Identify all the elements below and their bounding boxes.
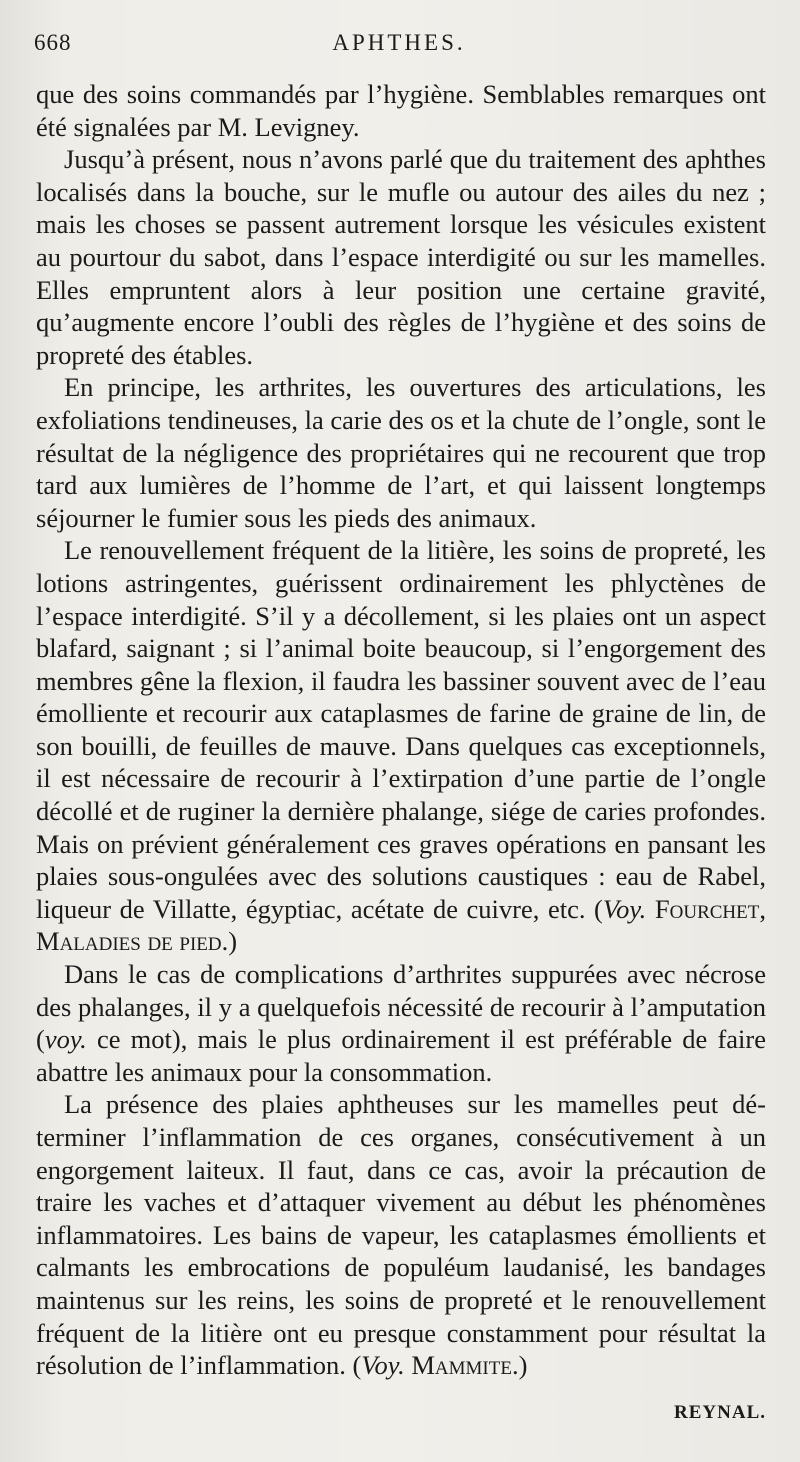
paragraph-text: que des soins commandés par l’hygiène. Semblables remarques ont été signalées par M. Levigney. <box>36 79 766 142</box>
paragraph <box>36 534 766 958</box>
cross-reference-abbrev: voy. <box>44 1024 87 1055</box>
cross-reference-abbrev: Voy. <box>602 893 647 924</box>
cross-reference-target: Mammite. <box>411 1350 519 1381</box>
paragraph <box>36 1088 766 1381</box>
paragraph <box>36 143 766 371</box>
author-signature: REYNAL. <box>674 1402 766 1423</box>
body-text <box>36 78 766 1382</box>
paragraph-text: La présence des plaies aphtheuses sur les mamelles peut déterminer l’inflammation de ces organes, consécutivement à un engorgement laiteux. Il faut, dans ce cas, avoir la précaution de traire les vaches et d’attaquer vivement au début les phénomènes inflammatoires. Les bains de vapeur, les cataplasmes émollients et calmants les embrocations de populéum laudanisé, les bandages maintenus sur les reins, les soins de propreté et le renouvellement fréquent de la litière ont eu presque constamment pour résultat la résolution de l’inflammation. ( <box>36 1089 766 1381</box>
paragraph-text: Le renouvellement fréquent de la litière, les soins de propreté, les lotions astringentes, guérissent ordinairement les phlyctènes de l’espace interdigité. S’il y a décollement, si les plaies ont un aspect blafard, saignant ; si l’animal boite beaucoup, si l’engorgement des membres gêne la flexion, il faudra les bassiner souvent avec de l’eau émolliente et recourir aux cataplasmes de farine de graine de lin, de son bouilli, de feuilles de mauve. Dans quelques cas exceptionnels, il est nécessaire de recourir à l’extirpation d’une partie de l’ongle décollé et de ruginer la dernière phalange, siége de caries profondes. Mais on prévient généralement ces graves opérations en pansant les plaies sous-ongulées avec des solutions caustiques : eau de Rabel, liqueur de Villatte, égyptiac, acétate de cuivre, etc. ( <box>36 535 766 924</box>
paragraph-text: Jusqu’à présent, nous n’avons parlé que du traitement des aphthes localisés dans la bouche, sur le mufle ou autour des ailes du nez ; mais les choses se passent autrement lorsque les vésicules existent au pourtour du sabot, dans l’espace interdigité ou sur les mamelles. Elles empruntent alors à leur position une certaine gravité, qu’augmente encore l’oubli des règles de l’hygiène et des soins de propreté des étables. <box>36 144 766 370</box>
cross-reference-abbrev: Voy. <box>361 1350 405 1381</box>
paragraph-text: Dans le cas de complications d’arthrites suppurées avec nécrose des phalanges, il y a quelquefois nécessité de recourir à l’amputation ( <box>36 959 766 1055</box>
paragraph-text: En principe, les arthrites, les ouvertures des articulations, les exfoliations tendineuses, la carie des os et la chute de l’ongle, sont le résultat de la négligence des propriétaires qui ne recourent que trop tard aux lumières de l’homme de l’art, et qui laissent longtemps séjourner le fumier sous les pieds des animaux. <box>36 372 766 533</box>
paragraph-continued <box>36 78 766 143</box>
paragraph-text-end: ) <box>228 926 238 957</box>
paragraph <box>36 371 766 534</box>
paragraph <box>36 958 766 1088</box>
page-header <box>34 30 764 70</box>
page-number: 668 <box>34 30 72 55</box>
paragraph-text-end: ) <box>518 1350 528 1381</box>
running-title: APHTHES. <box>332 30 466 55</box>
cross-reference-target: Fourchet, Maladies de pied. <box>36 893 766 957</box>
paragraph-text-end: ce mot), mais le plus ordinairement il est préférable de faire abattre les animaux pour la consommation. <box>36 1024 766 1087</box>
